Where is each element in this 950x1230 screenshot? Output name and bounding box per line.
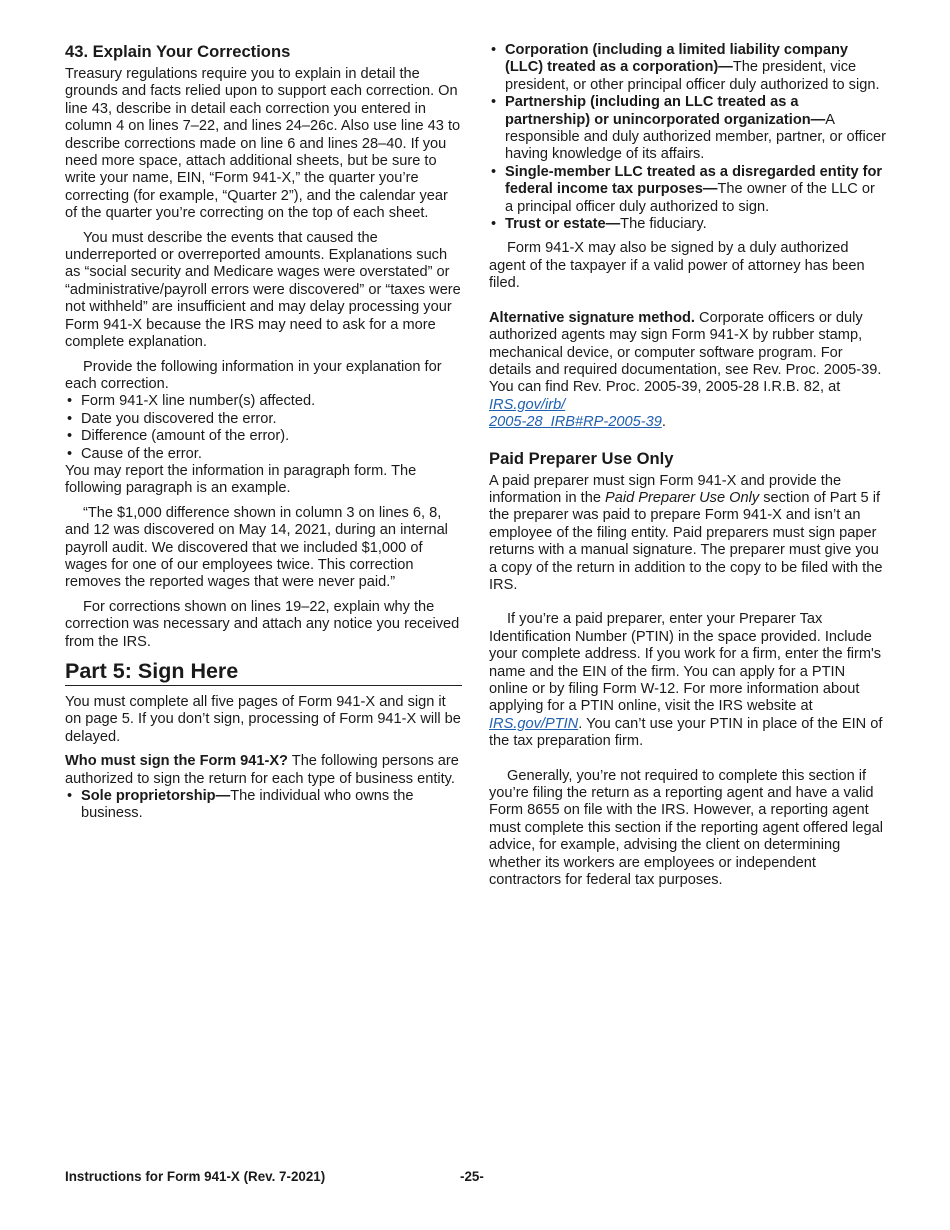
bullet-icon: •	[67, 788, 73, 805]
page-number: -25-	[460, 1169, 484, 1184]
bullet-icon: •	[491, 94, 497, 111]
bullet-icon: •	[491, 216, 497, 233]
list-item: • Form 941-X line number(s) affected.	[67, 393, 316, 410]
list-item: • Difference (amount of the error).	[67, 428, 290, 445]
footer-title: Instructions for Form 941-X (Rev. 7-2021)	[65, 1169, 326, 1184]
bullet-icon: •	[491, 42, 497, 58]
paragraph: If you’re a paid preparer, enter your Preparer Tax Identification Number (PTIN) in the space provided. Include your complete address. If you work for a firm, enter the firm's name and the EIN of the firm. You can apply for a PTIN online or by filing Form W-12. For more information about applying for a PTIN online, visit the IRS website at IRS.gov/PTIN. You can’t use your PTIN in place of the EIN of the tax preparation firm.	[489, 611, 883, 750]
alt-signature-label: Alternative signature method.	[489, 309, 695, 326]
signer-list-right	[489, 42, 886, 233]
paragraph: Provide the following information in your explanation for each correction.	[65, 358, 442, 392]
paid-preparer-heading: Paid Preparer Use Only	[489, 448, 674, 468]
paragraph: For corrections shown on lines 19–22, explain why the correction was necessary and attach any notice you received from the IRS.	[65, 598, 460, 650]
list-item: • Sole proprietorship—The individual who owns the business.	[67, 788, 414, 822]
list-item: • Partnership (including an LLC treated as a partnership) or unincorporated organization—A responsible and duly authorized member, partner, or officer having knowledge of its affairs.	[491, 94, 887, 163]
list-item: • Corporation (including a limited liability company (LLC) treated as a corporation)—The president, vice president, or other principal officer duly authorized to sign.	[491, 42, 880, 93]
paragraph: Form 941-X may also be signed by a duly authorized agent of the taxpayer if a valid power of attorney has been filed.	[489, 240, 865, 292]
ptin-link[interactable]: IRS.gov/PTIN	[489, 715, 579, 732]
paragraph: A paid preparer must sign Form 941-X and provide the information in the Paid Preparer Use Only section of Part 5 if the preparer was paid to prepare Form 941-X and isn’t an employee of the filing entity. Paid preparers must sign paper returns with a manual signature. The preparer must give you a copy of the return in addition to the copy to be filed with the IRS.	[489, 472, 883, 593]
list-item: • Date you discovered the error.	[67, 410, 277, 427]
alt-signature-paragraph: Alternative signature method. Corporate officers or duly authorized agents may sign Form 941-X by rubber stamp, mechanical device, or computer software program. For details and required documentation, see Rev. Proc. 2005-39. You can find Rev. Proc. 2005-39, 2005-28 I.R.B. 82, at IRS.gov/irb/ 2005-28_IRB#RP-2005-39.	[489, 309, 882, 431]
bullet-icon: •	[67, 445, 73, 462]
bullet-icon: •	[67, 428, 73, 445]
part5-heading: Part 5: Sign Here	[65, 658, 462, 686]
paragraph: Treasury regulations require you to explain in detail the grounds and facts relied upon to support each correction. On line 43, describe in detail each correction you entered in column 4 on lines 7–22, and lines 24–26c. Also use line 43 to describe corrections made on line 6 and lines 28–40. If you need more space, attach additional sheets, but be sure to write your name, EIN, “Form 941-X,” the quarter you’re correcting (for example, “Quarter 2”), and the calendar year of the quarter you’re correcting on the top of each sheet.	[65, 66, 461, 222]
paragraph: Generally, you’re not required to complete this section if you’re filing the return as a reporting agent and have a valid Form 8655 on file with the IRS. However, a reporting agent must complete this section if the reporting agent offered legal advice, for example, advising the client on determining whether its workers are employees or independent contractors for federal tax purposes.	[489, 767, 883, 889]
who-must-sign-paragraph: Who must sign the Form 941-X? The following persons are authorized to sign the return for each type of business entity.	[65, 753, 459, 787]
paragraph: You may report the information in paragraph form. The following paragraph is an example.	[65, 462, 417, 497]
list-item: • Cause of the error.	[67, 445, 202, 462]
correction-info-list	[65, 393, 462, 463]
bullet-icon: •	[67, 410, 73, 427]
irb-link[interactable]: IRS.gov/irb/ 2005-28_IRB#RP-2005-39	[489, 396, 662, 431]
bullet-icon: •	[491, 163, 497, 180]
bullet-icon: •	[67, 393, 73, 410]
right-column	[489, 42, 886, 889]
signer-list-left	[65, 788, 462, 823]
list-item: • Single-member LLC treated as a disregarded entity for federal income tax purposes—The owner of the LLC or a principal officer duly authorized to sign.	[491, 163, 883, 215]
paragraph: You must describe the events that caused the underreported or overreported amounts. Explanations such as “social security and Medicare wages were overstated” or “administrative/payroll errors were discovered” or “taxes were not withheld” are insufficient and may delay processing your Form 941-X because the IRS may need to ask for a more complete explanation.	[65, 229, 461, 351]
left-column	[65, 42, 462, 823]
example-paragraph: “The $1,000 difference shown in column 3 on lines 6, 8, and 12 was discovered on May 14, 2021, during an internal payroll audit. We discovered that we included $1,000 of wages for one of our employees twice. This correction removes the reported wages that were never paid.”	[65, 504, 448, 591]
paragraph: You must complete all five pages of Form 941-X and sign it on page 5. If you don’t sign, processing of Form 941-X will be delayed.	[65, 694, 461, 745]
list-item: • Trust or estate—The fiduciary.	[491, 216, 707, 233]
who-must-sign-label: Who must sign the Form 941-X?	[65, 753, 288, 770]
section-43-heading: 43. Explain Your Corrections	[65, 42, 291, 61]
page-footer	[65, 1168, 887, 1186]
